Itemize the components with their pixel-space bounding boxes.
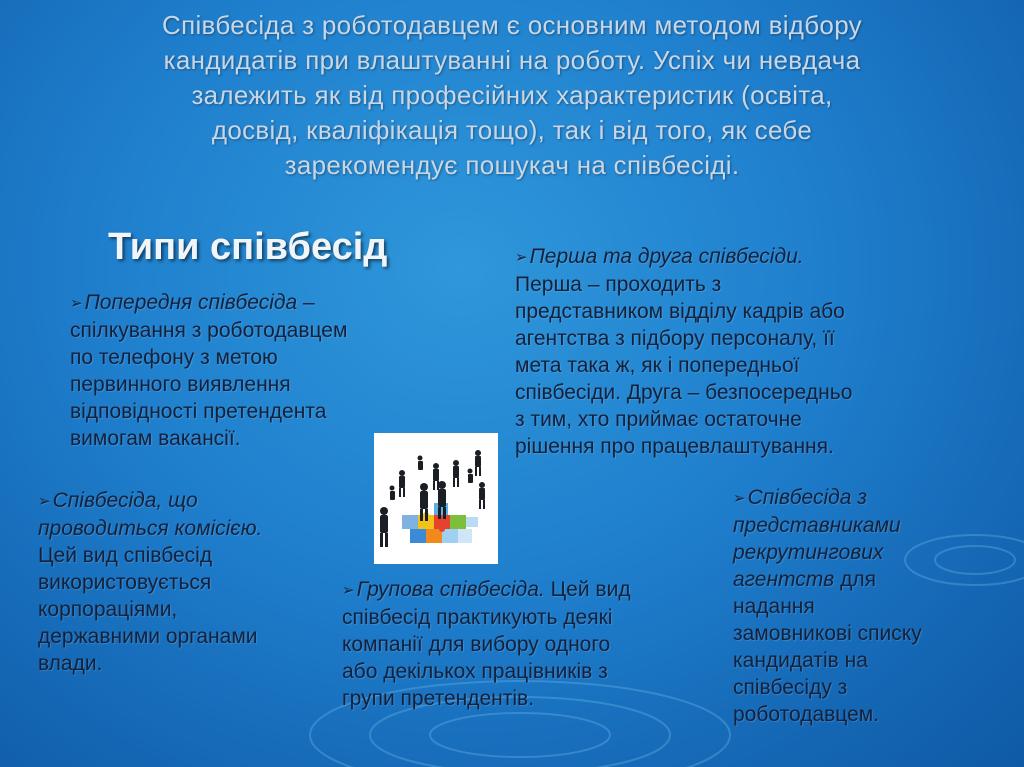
section-heading: Типи співбесід	[108, 226, 388, 268]
block-line: рішення про працевлаштування.	[515, 435, 834, 458]
bullet-arrow-icon: ➢	[733, 490, 746, 507]
block-line: державними органами	[38, 625, 258, 648]
block-lead: рекрутингових	[733, 541, 884, 564]
block-lead: Співбесіда, що	[52, 489, 198, 512]
block-lead: Попередня співбесіда	[84, 291, 298, 314]
first-second-interview-block	[515, 243, 935, 460]
block-lead: представниками	[733, 514, 901, 537]
block-text: Цей вид	[544, 578, 631, 601]
block-line: вимогам вакансії.	[70, 427, 241, 450]
block-lead: Співбесіда з	[747, 486, 867, 509]
block-line: спілкування з роботодавцем	[70, 319, 348, 342]
bullet-arrow-icon: ➢	[38, 493, 51, 510]
block-line: групи претендентів.	[342, 687, 535, 710]
block-line: кандидатів на	[733, 649, 868, 672]
puzzle-people-icon	[374, 433, 498, 564]
intro-paragraph	[30, 8, 994, 183]
block-line: замовникові списку	[733, 622, 922, 645]
block-line: роботодавцем.	[733, 703, 880, 726]
block-line: корпораціями,	[38, 598, 178, 621]
block-text: –	[297, 291, 315, 314]
block-line: мета така ж, як і попередньої	[515, 354, 800, 377]
intro-line: зарекомендує пошукач на співбесіді.	[284, 150, 740, 180]
block-text: для	[834, 568, 876, 591]
preliminary-interview-block	[70, 289, 415, 452]
block-line: використовується	[38, 571, 212, 594]
bullet-arrow-icon: ➢	[342, 582, 355, 599]
intro-line: залежить як від професійних характеристик (освіта,	[191, 80, 833, 110]
intro-line: Співбесіда з роботодавцем є основним методом відбору	[162, 10, 862, 40]
bullet-arrow-icon: ➢	[70, 295, 83, 312]
block-line: співбесід практикують деякі	[342, 606, 613, 629]
block-lead: Перша та друга співбесіди.	[529, 245, 804, 268]
block-line: влади.	[38, 652, 103, 675]
business-people-puzzle-image	[374, 433, 498, 564]
block-line: співбесіду з	[733, 676, 848, 699]
block-line: по телефону з метою	[70, 346, 278, 369]
block-line: первинного виявлення	[70, 373, 291, 396]
bullet-arrow-icon: ➢	[515, 249, 528, 266]
group-interview-block	[342, 576, 707, 712]
recruiting-agency-interview-block	[733, 484, 993, 728]
block-line: надання	[733, 595, 815, 618]
block-line: відповідності претендента	[70, 400, 327, 423]
intro-line: досвід, кваліфікація тощо), так і від того, як себе	[211, 115, 813, 145]
block-line: або декількох працівників з	[342, 660, 608, 683]
block-line: Перша – проходить з	[515, 273, 722, 296]
block-line: Цей вид співбесід	[38, 544, 213, 567]
commission-interview-block	[38, 487, 338, 677]
block-line: компанії для вибору одного	[342, 633, 611, 656]
block-line: співбесіди. Друга – безпосередньо	[515, 381, 853, 404]
block-lead: Групова співбесіда.	[356, 578, 545, 601]
block-line: агентства з підбору персоналу, її	[515, 327, 835, 350]
block-line: представником відділу кадрів або	[515, 300, 845, 323]
block-lead: проводиться комісією.	[38, 517, 263, 540]
intro-line: кандидатів при влаштуванні на роботу. Успіх чи невдача	[163, 45, 861, 75]
block-line: з тим, хто приймає остаточне	[515, 408, 802, 431]
block-lead: агентств	[733, 568, 835, 591]
